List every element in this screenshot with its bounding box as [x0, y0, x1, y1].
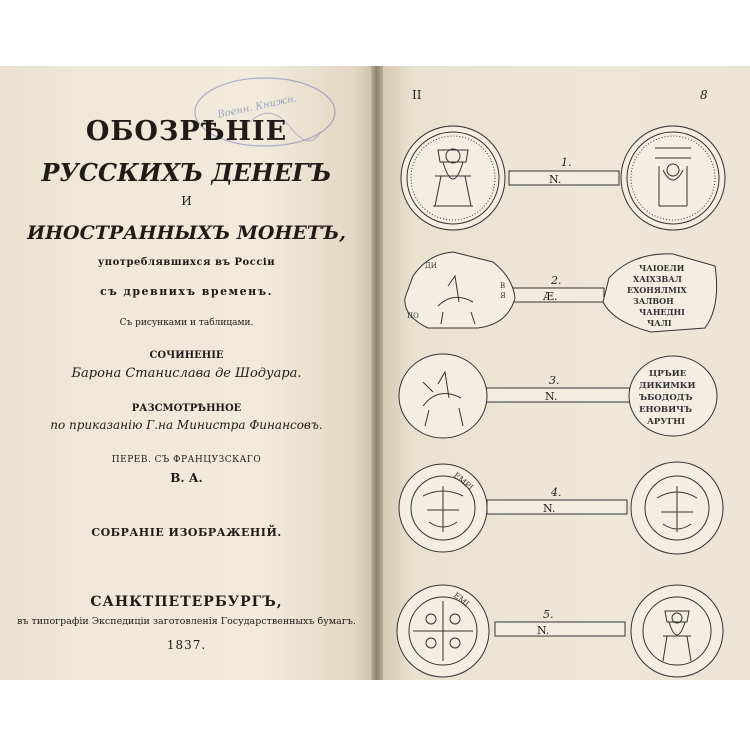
- svg-text:N.: N.: [537, 624, 550, 637]
- book-spread: [0, 66, 750, 680]
- reviewed-label: РАЗСМОТРѢННОЕ: [131, 403, 242, 414]
- author: Барона Станислава де Шодуара.: [71, 366, 302, 381]
- svg-text:ЧАІОЕЛИ: ЧАІОЕЛИ: [639, 263, 685, 273]
- svg-text:ЕХОНЯЛМІХ: ЕХОНЯЛМІХ: [627, 285, 687, 295]
- title-page: [0, 66, 373, 680]
- title-line-2: РУССКИХЪ ДЕНЕГЪ: [41, 158, 332, 187]
- svg-text:ЕНОВИЧЪ: ЕНОВИЧЪ: [639, 405, 693, 415]
- plate-section-number: II: [412, 88, 422, 102]
- page-number: 8: [700, 88, 708, 102]
- svg-text:ЧАНЕДНІ: ЧАНЕДНІ: [639, 307, 685, 317]
- svg-text:5.: 5.: [543, 608, 554, 621]
- svg-text:В: В: [500, 282, 506, 290]
- with-figures: Съ рисунками и таблицами.: [119, 318, 254, 328]
- collection-heading: СОБРАНІЕ ИЗОБРАЖЕНІЙ.: [91, 526, 282, 539]
- reviewed-by: по приказанію Г.на Министра Финансовъ.: [50, 418, 323, 432]
- work-label: СОЧИНЕНІЕ: [149, 350, 224, 361]
- svg-text:ДИ: ДИ: [425, 262, 437, 270]
- imprint-city: САНКТПЕТЕРБУРГЪ,: [90, 594, 283, 610]
- coin-1: [401, 126, 725, 230]
- svg-text:Военн. Книжн.: Военн. Книжн.: [216, 93, 298, 121]
- svg-text:АРУГНІ: АРУГНІ: [647, 417, 686, 427]
- svg-text:ЪБОДОДЪ: ЪБОДОДЪ: [639, 393, 693, 403]
- svg-text:1.: 1.: [561, 156, 572, 169]
- svg-text:ПО: ПО: [407, 312, 419, 320]
- svg-text:4.: 4.: [551, 486, 562, 499]
- svg-text:N.: N.: [543, 502, 556, 515]
- title-line-3: ИНОСТРАННЫХЪ МОНЕТЪ,: [27, 222, 346, 244]
- coin-2: [405, 252, 717, 332]
- coin-plate: [383, 66, 750, 680]
- svg-text:N.: N.: [545, 390, 558, 403]
- title-conjunction: И: [181, 194, 192, 208]
- svg-text:N.: N.: [549, 173, 562, 186]
- svg-text:ДИКИМКИ: ДИКИМКИ: [639, 381, 696, 391]
- svg-text:ЗАЛВОН: ЗАЛВОН: [633, 296, 674, 306]
- svg-text:Я: Я: [500, 292, 506, 300]
- translated-label: ПЕРЕВ. СЪ ФРАНЦУЗСКАГО: [111, 455, 262, 465]
- svg-text:ЕМРІ: ЕМРІ: [451, 470, 475, 493]
- subtitle-times: съ древнихъ временъ.: [100, 285, 273, 298]
- svg-text:ЕМІ: ЕМІ: [451, 590, 471, 609]
- svg-text:ЦРЪИЕ: ЦРЪИЕ: [649, 369, 687, 379]
- subtitle-used: употреблявшихся въ Россіи: [97, 257, 276, 268]
- svg-text:ЧАЛІ: ЧАЛІ: [647, 318, 672, 328]
- imprint-printer: въ типографіи Экспедиціи заготовленія Государственныхъ бумагъ.: [17, 616, 356, 627]
- svg-text:2.: 2.: [551, 274, 562, 287]
- translator: В. А.: [170, 471, 203, 485]
- coin-3: [399, 354, 717, 438]
- coin-5: [397, 585, 723, 677]
- coin-4: [399, 462, 723, 554]
- svg-text:Æ.: Æ.: [543, 290, 558, 303]
- svg-text:ХАІХЗВАЛ: ХАІХЗВАЛ: [633, 274, 682, 284]
- svg-text:3.: 3.: [549, 374, 560, 387]
- book-gutter: [371, 66, 383, 680]
- title-line-1: ОБОЗРѢНІЕ: [85, 116, 288, 147]
- imprint-year: 1837.: [166, 638, 207, 652]
